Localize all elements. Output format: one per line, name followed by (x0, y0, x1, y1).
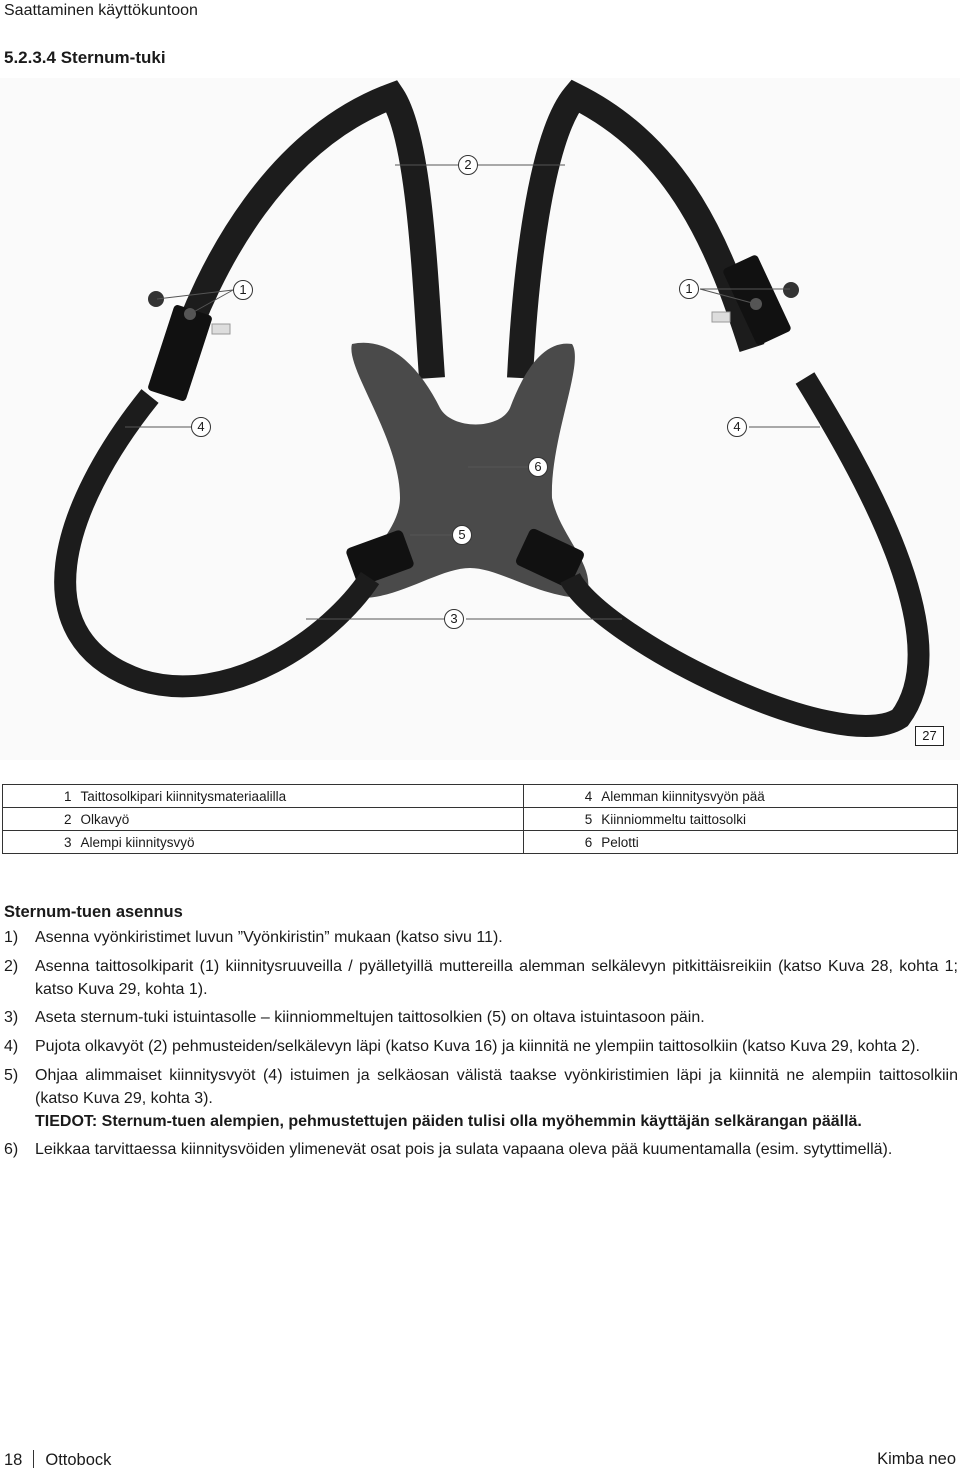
step-number: 1) (4, 929, 19, 946)
legend-number: 5 (523, 808, 595, 831)
table-row (3, 785, 958, 808)
legend-number: 4 (523, 785, 595, 808)
step-text: Asenna vyönkiristimet luvun ”Vyönkiristin” mukaan (katso sivu 11). (35, 929, 503, 946)
legend-text: Alempi kiinnitysvyö (75, 831, 524, 854)
table-row (3, 808, 958, 831)
legend-table (2, 784, 958, 854)
callout-2: 2 (458, 155, 478, 175)
step-number: 6) (4, 1141, 19, 1159)
legend-number: 2 (3, 808, 75, 831)
section-heading: 5.2.3.4 Sternum-tuki (4, 48, 166, 67)
step-text: Leikkaa tarvittaessa kiinnitysvöiden ylimenevät osat pois ja sulata vapaana oleva pää kuumentamalla (esim. sytyttimellä). (35, 1141, 893, 1159)
callout-4-right: 4 (727, 417, 747, 437)
callout-4-left: 4 (191, 417, 211, 437)
legend-text: Kiinniommeltu taittosolki (595, 808, 957, 831)
product-name: Kimba neo (877, 1450, 956, 1468)
step-number: 3) (4, 1009, 19, 1027)
list-item (4, 927, 958, 950)
installation-steps (4, 927, 958, 1168)
step-text: Ohjaa alimmaiset kiinnitysvyöt (4) istuimen ja selkäosan välistä taakse vyönkiristimien läpi ja kiinnitä ne alempiin taittosolkiin (katso Kuva 29, kohta 3). (35, 1066, 958, 1107)
legend-text: Alemman kiinnitysvyön pää (595, 785, 957, 808)
callout-1-right: 1 (679, 279, 699, 299)
list-item (4, 1036, 958, 1059)
sternum-harness-illustration (0, 78, 960, 760)
list-item (4, 956, 958, 1002)
callout-3: 3 (444, 609, 464, 629)
brand-name: Ottobock (45, 1451, 112, 1469)
footer-divider (33, 1450, 34, 1468)
callout-5: 5 (452, 525, 472, 545)
step-text: Aseta sternum-tuki istuintasolle – kiinniommeltujen taittosolkien (5) on oltava istuintasoon päin. (35, 1009, 705, 1027)
step-number: 2) (4, 957, 19, 975)
legend-text: Taittosolkipari kiinnitysmateriaalilla (75, 785, 524, 808)
legend-number: 3 (3, 831, 75, 854)
legend-text: Olkavyö (75, 808, 524, 831)
installation-heading: Sternum-tuen asennus (4, 903, 183, 921)
table-row (3, 831, 958, 854)
figure-number: 27 (915, 726, 944, 746)
list-item (4, 1065, 958, 1133)
running-head: Saattaminen käyttökuntoon (4, 2, 198, 19)
list-item (4, 1007, 958, 1030)
figure-sternum-support (0, 78, 960, 760)
info-note: TIEDOT: Sternum-tuen alempien, pehmustettujen päiden tulisi olla myöhemmin käyttäjän selkärangan päällä. (35, 1112, 862, 1130)
step-number: 4) (4, 1038, 19, 1056)
legend-number: 6 (523, 831, 595, 854)
legend-text: Pelotti (595, 831, 957, 854)
step-text: Asenna taittosolkiparit (1) kiinnitysruuveilla / pyälletyillä muttereilla alemman selkälevyn pitkittäisreikiin (katso Kuva 28, kohta 1; katso Kuva 29, kohta 1). (35, 957, 958, 998)
callout-6: 6 (528, 457, 548, 477)
step-number: 5) (4, 1066, 19, 1084)
list-item (4, 1139, 958, 1162)
callout-1-left: 1 (233, 280, 253, 300)
legend-number: 1 (3, 785, 75, 808)
page-number: 18 (4, 1451, 23, 1469)
step-text: Pujota olkavyöt (2) pehmusteiden/selkälevyn läpi (katso Kuva 16) ja kiinnitä ne ylempiin taittosolkiin (katso Kuva 29, kohta 2). (35, 1038, 920, 1056)
